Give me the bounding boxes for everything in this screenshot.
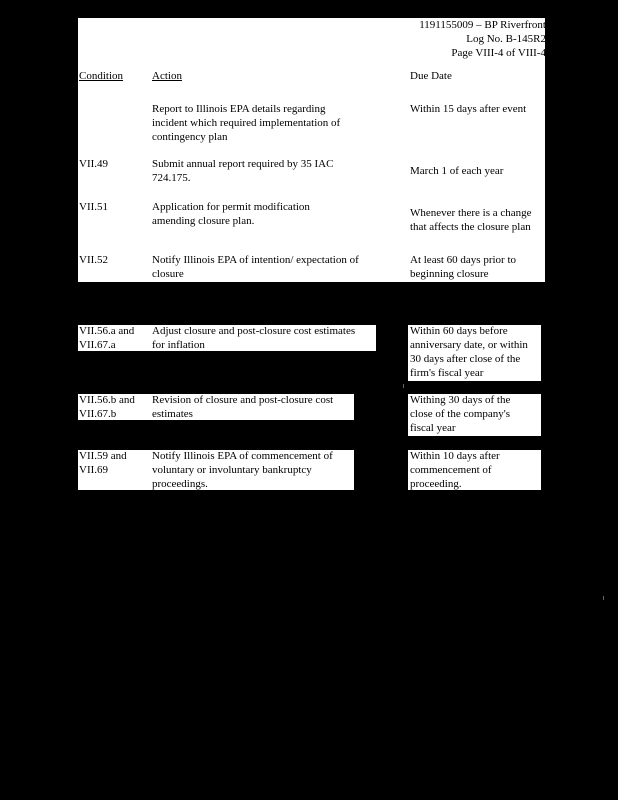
- row-4-action-line-1: Notify Illinois EPA of intention/ expectation of: [152, 254, 359, 266]
- row-7-due-line-2: commencement of: [410, 464, 492, 476]
- row-5-due-line-2: anniversary date, or within: [410, 339, 528, 351]
- row-6-due-line-2: close of the company's: [410, 408, 511, 420]
- row-2-condition: VII.49: [79, 158, 109, 170]
- row-3-due-line-2: that affects the closure plan: [410, 221, 531, 233]
- scan-speck: [603, 596, 604, 600]
- row-1-due-date: Within 15 days after event: [410, 103, 527, 115]
- row-3-condition: VII.51: [79, 201, 109, 213]
- row-5-condition-line-2: VII.67.a: [79, 339, 116, 351]
- row-6-action-line-2: estimates: [152, 408, 193, 420]
- row-7-action-line-3: proceedings.: [152, 478, 208, 490]
- row-5-due-line-3: 30 days after close of the: [410, 353, 521, 365]
- row-4-action-line-2: closure: [152, 268, 184, 280]
- row-4-due-line-1: At least 60 days prior to: [410, 254, 517, 266]
- row-7-action-line-2: voluntary or involuntary bankruptcy: [152, 464, 312, 476]
- scan-speck: [403, 384, 404, 388]
- row-1-action-line-1: Report to Illinois EPA details regarding: [152, 103, 326, 115]
- header-permit-number: 1191155009 – BP Riverfront: [419, 19, 546, 31]
- row-5-due-line-4: firm's fiscal year: [410, 367, 484, 379]
- row-7-action-line-1: Notify Illinois EPA of commencement of: [152, 450, 333, 462]
- row-5-due-line-1: Within 60 days before: [410, 325, 508, 337]
- row-3-action-line-1: Application for permit modification: [152, 201, 310, 213]
- header-log-number: Log No. B-145R2: [466, 33, 546, 45]
- column-heading-action: Action: [152, 70, 182, 82]
- column-heading-condition: Condition: [79, 70, 124, 82]
- row-7-condition-line-2: VII.69: [79, 464, 109, 476]
- row-2-action-line-2: 724.175.: [152, 172, 191, 184]
- row-4-condition: VII.52: [79, 254, 109, 266]
- row-6-due-line-1: Withing 30 days of the: [410, 394, 511, 406]
- row-5-condition-line-1: VII.56.a and: [79, 325, 135, 337]
- header-page-number: Page VIII-4 of VIII-4: [451, 47, 546, 59]
- row-4-due-line-2: beginning closure: [410, 268, 489, 280]
- row-2-due-date: March 1 of each year: [410, 165, 504, 177]
- row-6-condition-line-2: VII.67.b: [79, 408, 117, 420]
- column-heading-due-date: Due Date: [410, 70, 452, 82]
- row-3-due-line-1: Whenever there is a change: [410, 207, 532, 219]
- row-7-due-line-1: Within 10 days after: [410, 450, 500, 462]
- row-7-condition-line-1: VII.59 and: [79, 450, 127, 462]
- row-6-condition-line-1: VII.56.b and: [79, 394, 135, 406]
- row-5-action-line-2: for inflation: [152, 339, 205, 351]
- row-3-action-line-2: amending closure plan.: [152, 215, 255, 227]
- row-2-action-line-1: Submit annual report required by 35 IAC: [152, 158, 334, 170]
- row-6-due-line-3: fiscal year: [410, 422, 456, 434]
- row-5-action-line-1: Adjust closure and post-closure cost estimates: [152, 325, 356, 337]
- row-7-due-line-3: proceeding.: [410, 478, 462, 490]
- row-1-action-line-2: incident which required implementation of: [152, 117, 341, 129]
- row-1-action-line-3: contingency plan: [152, 131, 228, 143]
- row-6-action-line-1: Revision of closure and post-closure cost: [152, 394, 334, 406]
